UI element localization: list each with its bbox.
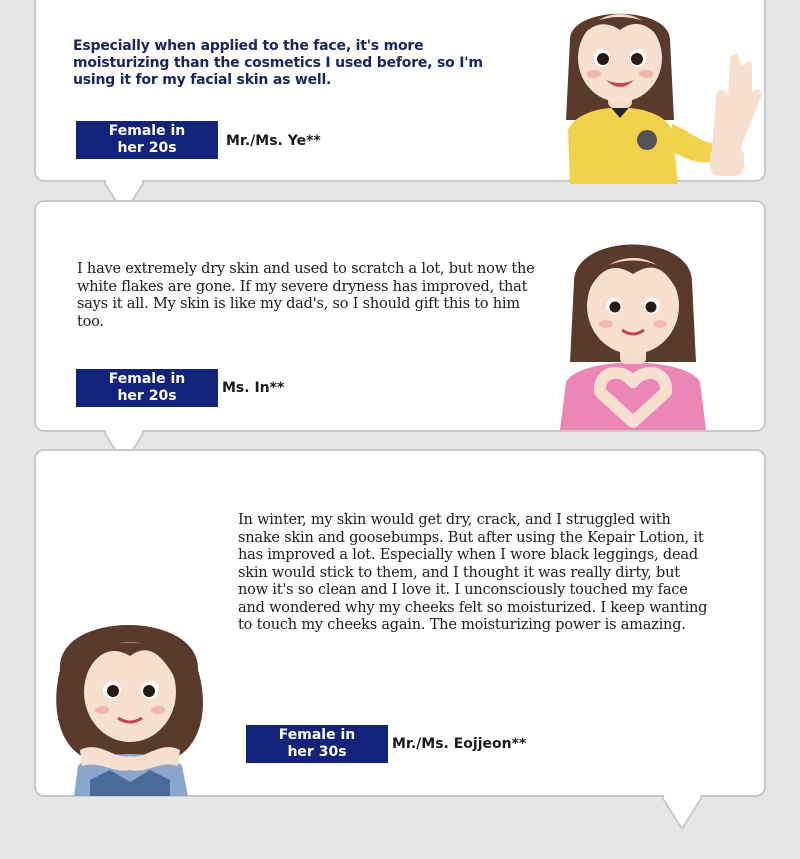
demographic-badge-3: Female in her 30s	[246, 725, 388, 763]
speech-bubble-tail-3	[662, 795, 702, 831]
waving-girl-avatar-icon	[540, 0, 770, 188]
heart-hands-girl-avatar-icon	[560, 232, 720, 434]
testimonial-text-1: Especially when applied to the face, it's more moisturizing than the cosmetics I used before, so I'm using it for my facial skin as well.	[73, 38, 483, 88]
testimonial-text-2: I have extremely dry skin and used to scratch a lot, but now the white flakes are gone. If my severe dryness has improved, that says it all. My skin is like my dad's, so I should gift this to him too.	[77, 261, 535, 330]
reviewer-name-1: Mr./Ms. Ye**	[226, 133, 321, 149]
demographic-badge-2: Female in her 20s	[76, 369, 218, 407]
chin-rest-girl-avatar-icon	[50, 610, 230, 800]
testimonial-text-3: In winter, my skin would get dry, crack, and I struggled with snake skin and goosebumps. But after using the Kepair Lotion, it has improved a lot. Especially when I wore black leggings, dead skin would stick to them, and I thought it was really dirty, but now it's so clean and I love it. I unconsciously touched my face and wondered why my cheeks felt so moisturized. I keep wanting to touch my cheeks again. The moisturizing power is amazing.	[238, 512, 708, 633]
demographic-badge-1: Female in her 20s	[76, 121, 218, 159]
reviewer-name-2: Ms. In**	[222, 380, 285, 396]
reviewer-name-3: Mr./Ms. Eojjeon**	[392, 736, 527, 752]
